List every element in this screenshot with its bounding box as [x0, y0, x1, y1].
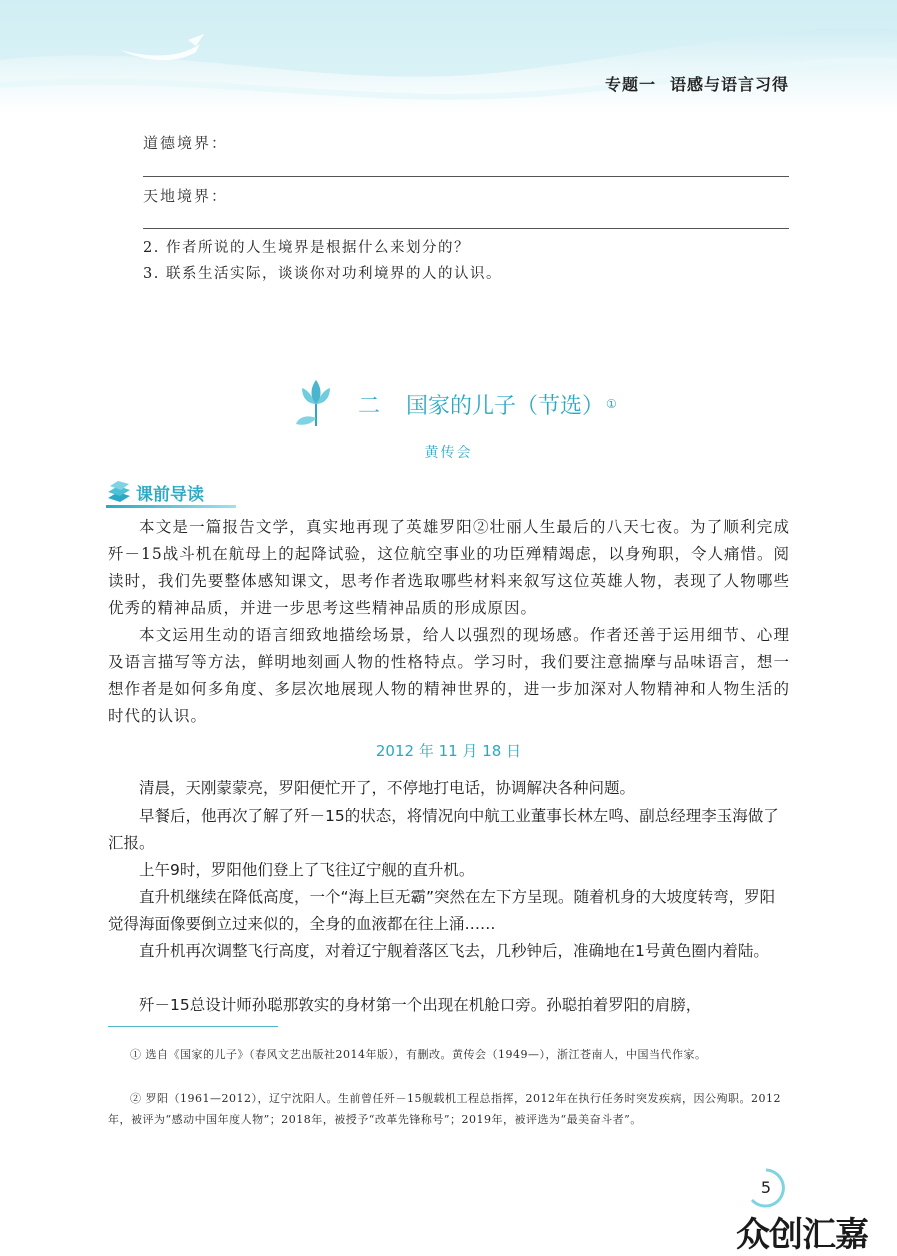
footnote-2: ② 罗阳（1961—2012），辽宁沈阳人。生前曾任歼－15舰载机工程总指挥，2012年在执行任务时突发疾病，因公殉职。2012年，被评为“感动中国年度人物”；2018年，被授予“改革先锋称号”；2019年，被评选为“最美奋斗者”。 — [108, 1092, 781, 1126]
footnote-1: ① 选自《国家的儿子》（春风文艺出版社2014年版），有删改。黄传会（1949—），浙江苍南人，中国当代作家。 — [130, 1048, 707, 1061]
body-paragraph-3: 上午9时，罗阳他们登上了飞往辽宁舰的直升机。 — [139, 861, 475, 879]
lesson-number: 二 — [358, 393, 381, 419]
body-paragraph-4: 直升机继续在降低高度，一个“海上巨无霸”突然在左下方呈现。随着机身的大坡度转弯，罗阳觉得海面像要倒立过来似的，全身的血液都在往上涌…… — [108, 888, 776, 933]
header-topic-label: 专题一 — [604, 75, 656, 94]
field-label-universe: 天地境界： — [143, 187, 229, 205]
field-label-moral: 道德境界： — [143, 134, 229, 152]
header-wave-decoration — [0, 0, 897, 112]
guide-label: 课前导读 — [136, 484, 204, 505]
guide-paragraph-2: 本文运用生动的语言细致地描绘场景，给人以强烈的现场感。作者还善于运用细节、心理及语言描写等方法，鲜明地刻画人物的性格特点。学习时，我们要注意揣摩与品味语言，想一想作者是如何多角度、多层次地展现人物的精神世界的，进一步加深对人物精神和人物生活的时代的认识。 — [108, 626, 790, 725]
header-title — [605, 72, 789, 95]
lesson-title — [292, 374, 617, 434]
section-date: 2012 年 11 月 18 日 — [375, 742, 522, 760]
watermark: 众创汇嘉 — [736, 1215, 868, 1255]
answer-line-moral — [143, 176, 789, 177]
body-paragraph-2: 早餐后，他再次了解了歼－15的状态，将情况向中航工业董事长林左鸣、副总经理李玉海做了汇报。 — [108, 807, 779, 852]
body-paragraph-5: 直升机再次调整飞行高度，对着辽宁舰着落区飞去，几秒钟后，准确地在1号黄色圈内着陆。 — [139, 942, 769, 960]
answer-line-universe — [143, 228, 789, 229]
guide-tag — [106, 478, 204, 506]
author: 黄传会 — [424, 445, 473, 461]
question-2: 2. 作者所说的人生境界是根据什么来划分的？ — [143, 240, 470, 256]
question-3: 3. 联系生活实际，谈谈你对功利境界的人的认识。 — [143, 266, 502, 282]
book-stack-icon — [106, 480, 132, 504]
guide-paragraph-1: 本文是一篇报告文学，真实地再现了英雄罗阳②壮丽人生最后的八天七夜。为了顺利完成歼－15战斗机在航母上的起降试验，这位航空事业的功臣殚精竭虑，以身殉职，令人痛惜。阅读时，我们先要整体感知课文，思考作者选取哪些材料来叙写这位英雄人物，表现了人物哪些优秀的精神品质，并进一步思考这些精神品质的形成原因。 — [108, 518, 790, 617]
body-paragraph-1: 清晨，天刚蒙蒙亮，罗阳便忙开了，不停地打电话，协调解决各种问题。 — [139, 779, 636, 797]
page-number-badge — [744, 1166, 788, 1210]
body-paragraph-6: 歼－15总设计师孙聪那敦实的身材第一个出现在机舱口旁。孙聪拍着罗阳的肩膀， — [139, 996, 702, 1014]
lesson-note-marker: ① — [606, 397, 617, 411]
guide-underline — [106, 505, 236, 508]
lotus-icon — [292, 374, 340, 434]
page-number: 5 — [760, 1178, 772, 1197]
header-topic-title: 语感与语言习得 — [669, 75, 789, 94]
lesson-title-text: 国家的儿子（节选） — [406, 393, 605, 419]
footnote-divider — [108, 1026, 278, 1027]
